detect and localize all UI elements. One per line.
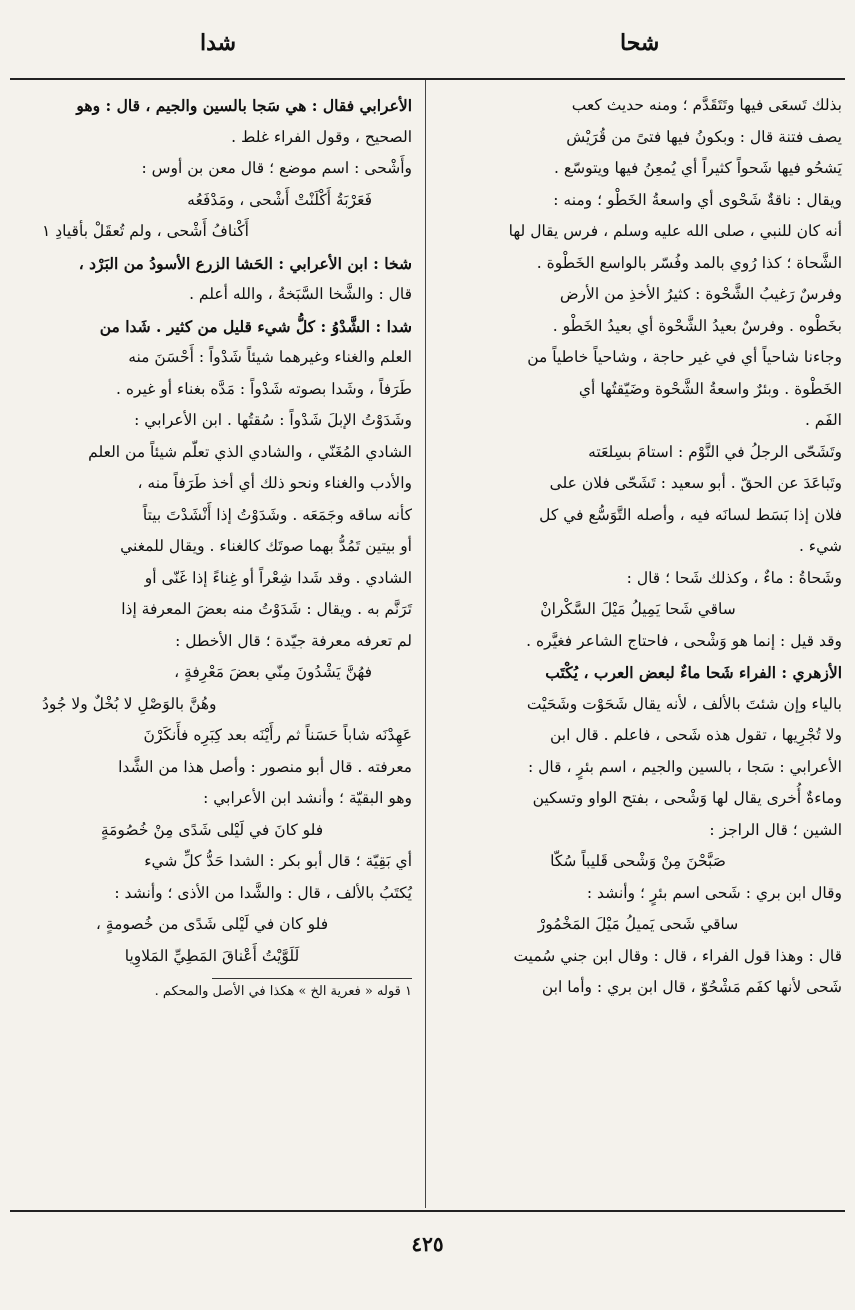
text-line: وتَباعَدَ عن الحقّ . أبو سعيد : تَشَحّى فلان على	[549, 474, 842, 492]
running-head-left: شدا	[200, 30, 237, 56]
text-line: وقد قيل : إنما هو وَشْحى ، فاحتاج الشاعر فغيَّره .	[526, 631, 842, 650]
text-line: معرفته . قال أبو منصور : وأصل هذا من الشَّدا	[118, 757, 412, 776]
text-line: وهو البقيّة ؛ وأنشد ابن الأعرابي :	[203, 789, 412, 807]
bottom-rule	[10, 1210, 845, 1212]
entry-headword-line: شدا : الشَّدْوُ : كلُّ شيء قليل من كثير . شَدا من	[99, 316, 412, 336]
footnote-separator	[212, 978, 412, 979]
text-line: طَرَفاً ، وشَدا بصوته شَدْواً : مَدَّه بغناء أو غيره .	[116, 379, 412, 398]
text-line: الشادي المُغَنّي ، والشادي الذي تعلّم شيئاً من العلم	[88, 442, 412, 461]
verse-line: لَلَوَّيْتُ أَعْناقَ المَطِيِّ المَلاوِيا	[124, 946, 300, 965]
text-line: أو بيتين تَمُدُّ بهما صوتَك كالغناء . ويقال للمغني	[120, 537, 412, 555]
text-line: وتَشَحّى الرجلُ في النَّوْم : استامَ بسِلعَته	[588, 442, 842, 461]
verse-line: صَبَّحْنَ مِنْ وَشْحى قَليباً سُكّا	[550, 852, 726, 870]
text-line: يصف فتنة قال : وبكونُ فيها فتىً من قُرَيْش	[566, 127, 842, 146]
text-line: كأنه ساقه وجَمَعَه . وشَدَوْتُ إذا أَنْشَدْتَ بيتاً	[142, 505, 412, 524]
text-line: الأزهري : الفراء شَحا ماءٌ لبعض العرب ، يُكْتَب	[545, 663, 842, 682]
text-line: الخَطْوة . وبئرٌ واسعةُ الشَّحْوة وضَيّقتُها أي	[578, 379, 842, 398]
text-line: وأَشْحى : اسم موضع ؛ قال معن بن أوس :	[141, 159, 412, 177]
text-line: فلان إذا بَسَط لسانَه فيه ، وأصله التَّوَسُّع في كل	[539, 505, 842, 524]
column-divider	[425, 80, 426, 1208]
text-line: الصحيح ، وقول الفراء غلط .	[231, 127, 412, 146]
text-line: ويقال : ناقةٌ شَحْوى أي واسعةُ الخَطْو ؛ ومنه :	[553, 190, 842, 209]
verse-line: ساقي شَحا يَمِيلُ مَيْلَ السَّكْرانْ	[540, 600, 736, 618]
text-line: وشَحاةُ : ماءٌ ، وكذلك شَحا ؛ قال :	[626, 568, 842, 587]
text-line: وشَدَوْتُ الإبلَ شَدْواً : سُقتُها . ابن الأعرابي :	[134, 411, 412, 429]
text-line: لم تعرفه معرفة جيّدة ؛ قال الأخطل :	[175, 631, 412, 650]
text-line: تَرَنَّم به . ويقال : شَدَوْتُ منه بعضَ المعرفة إذا	[121, 600, 412, 618]
text-line: الشادي . وقد شَدا شِعْراً أو غِناءً إذا غَنّى أو	[144, 568, 412, 587]
entry-headword-line: شخا : ابن الأعرابي : الحَشا الزرع الأسودُ من البَرْد ،	[78, 253, 412, 273]
text-line: قال : وهذا قول الفراء ، قال : وقال ابن جني سُميت	[513, 946, 842, 965]
text-line: بخَطْوه . وفرسٌ بعيدُ الشَّحْوة أي بعيدُ الخَطْو .	[552, 316, 842, 335]
footnote: ١ قوله « فعرية الخ » هكذا في الأصل والمحكم .	[154, 984, 412, 999]
text-line: الشين ؛ قال الراجز :	[709, 820, 842, 839]
text-line: ولا تُجْرِيها ، تقول هذه شَحى ، فاعلم . قال ابن	[550, 726, 842, 744]
text-line: يَشحُو فيها شَحواً كثيراً أي يُمعِنُ فيها ويتوسّع .	[553, 159, 842, 177]
text-line: العلم والغناء وغيرهما شيئاً شَدْواً : أَحْسَنَ منه	[128, 348, 412, 366]
text-line: شيء .	[798, 537, 842, 555]
text-line: أي بَقِيّة ؛ قال أبو بكر : الشدا حَدُّ كلِّ شيء	[144, 852, 412, 870]
page-number: ٤٢٥	[411, 1232, 444, 1256]
verse-line: وهُنَّ بالوَصْلِ لا بُخْلٌ ولا جُودُ	[42, 694, 217, 713]
running-head-right: شحا	[620, 30, 660, 56]
text-line: وماءةٌ أُخرى يقال لها وَشْحى ، بفتح الواو وتسكين	[532, 789, 842, 807]
text-line: وقال ابن بري : شَحى اسم بئرٍ ؛ وأنشد :	[586, 883, 842, 902]
text-line: قال : والشَّخا السَّبَخةُ ، والله أعلم .	[189, 285, 412, 303]
text-line: وجاءنا شاحياً أي في غير حاجة ، وشاحياً خاطياً من	[527, 348, 842, 366]
text-line: الأعرابي فقال : هي سَجا بالسين والجيم ، قال : وهو	[76, 96, 412, 115]
right-column	[434, 90, 842, 1004]
text-line: يُكتَبُ بالألف ، قال : والشَّدا من الأذى ؛ وأنشد :	[114, 883, 412, 902]
verse-line: فلو كان في لَيْلى شَدًى من خُصومةٍ ،	[95, 915, 329, 933]
left-column	[12, 90, 412, 1003]
verse-line: أَكْنافُ أَشْحى ، ولم تُعقَلْ بأقيادِ ١	[42, 222, 249, 240]
text-line: الفَم .	[804, 411, 842, 429]
text-line: أنه كان للنبي ، صلى الله عليه وسلم ، فرس يقال لها	[508, 222, 842, 240]
text-line: شَحى لأنها كفَم مَشْحُوّ ، قال ابن بري : وأما ابن	[541, 978, 842, 996]
verse-line: ساقي شَحى يَميلُ مَيْلَ المَخْمُورْ	[537, 915, 739, 933]
verse-line: فَعَرْبَةُ أَكْلَنْتْ أَشْحى ، ومَدْفَعُه	[187, 190, 372, 209]
text-line: الشَّحاة ؛ كذا رُوي بالمد وفُسّر بالواسع الخَطْوة .	[536, 253, 842, 272]
verse-line: فلو كانَ في لَيْلى شَدًى مِنْ خُصُومَةٍ	[100, 820, 324, 839]
top-rule	[10, 78, 845, 80]
text-line: عَهِدْنَه شاباً حَسَناً ثم رأَيْنَه بعد كِبَرِه فأَنكَرْنَ	[143, 726, 412, 744]
text-line: والأدب والغناء ونحو ذلك أي أخذ طَرَفاً منه ،	[137, 474, 412, 492]
text-line: بذلك تَسعَى فيها وتَتَقَدَّم ؛ ومنه حديث كعب	[571, 96, 842, 114]
text-line: الأعرابي : سَجا ، بالسين والجيم ، اسم بئرٍ ، قال :	[528, 757, 842, 776]
text-line: وفرسٌ رَغيبُ الشَّحْوة : كثيرُ الأخذِ من الأرض	[559, 285, 842, 303]
text-line: بالياء وإن شئتَ بالألف ، لأنه يقال شَحَوْت وشَحَيْت	[526, 694, 842, 713]
verse-line: فهُنَّ يَشْدُونَ مِنّي بعضَ مَعْرِفةٍ ،	[174, 663, 372, 681]
